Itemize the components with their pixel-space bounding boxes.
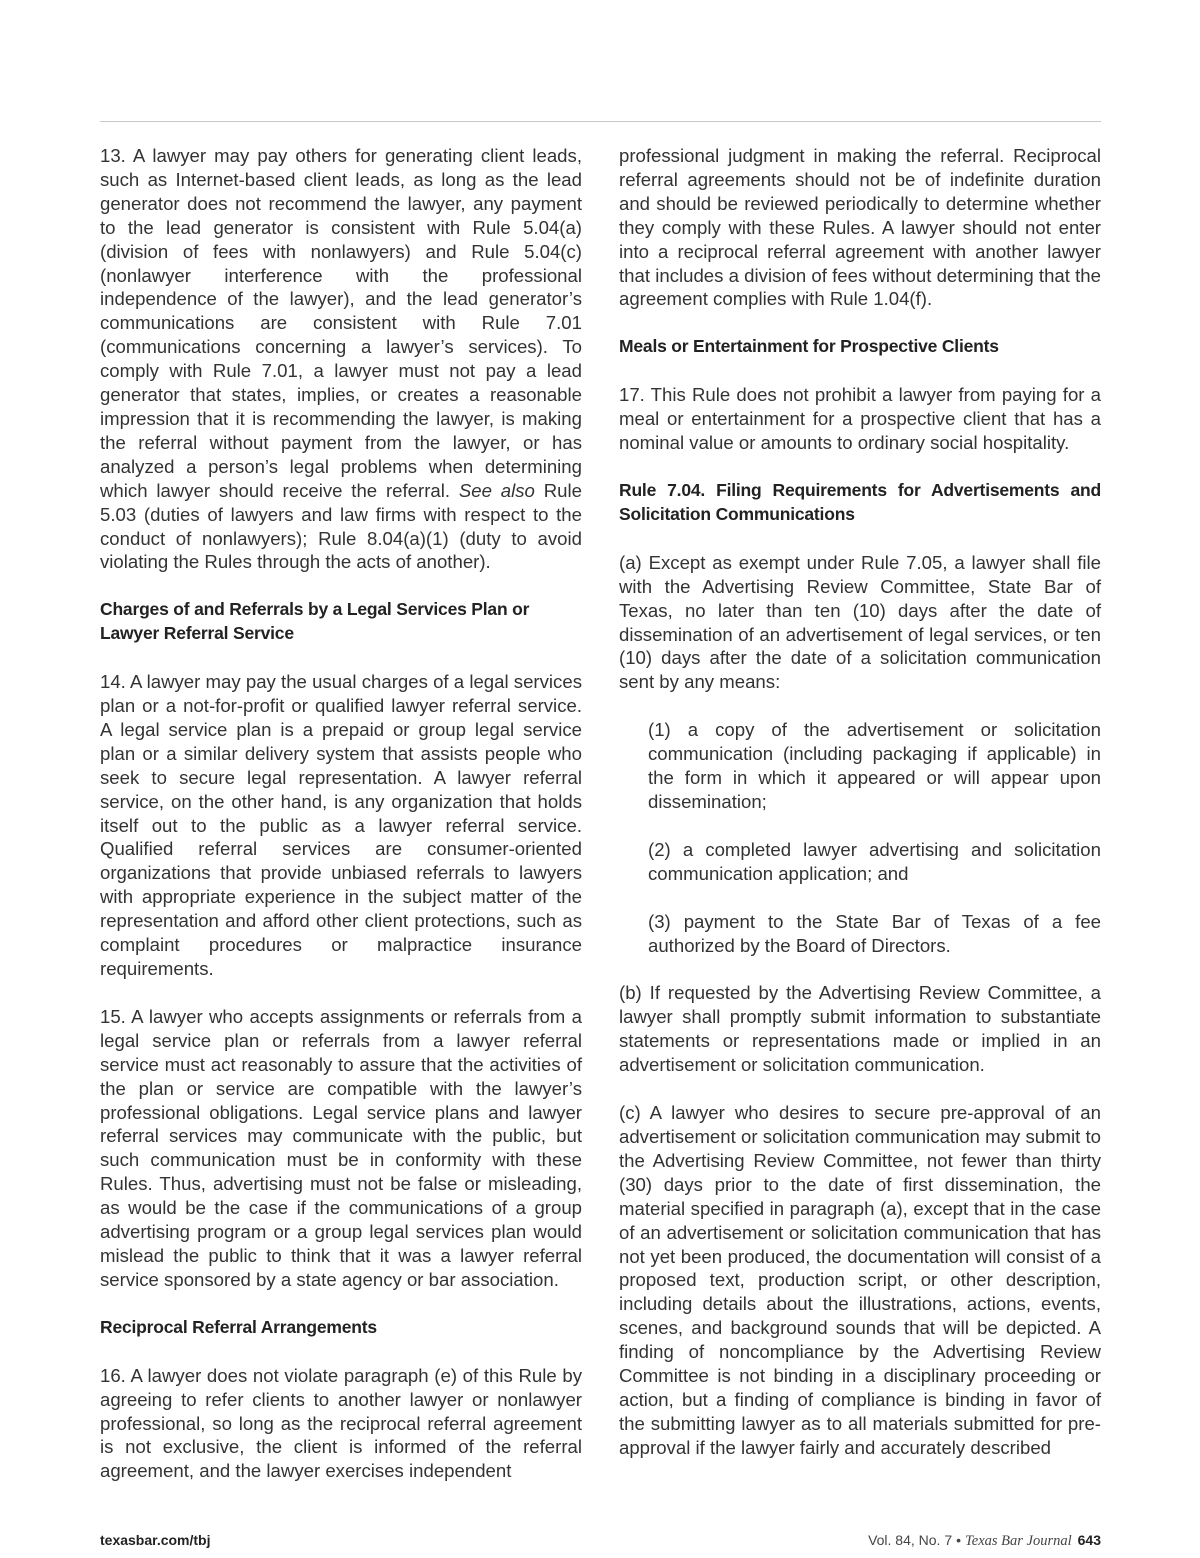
paragraph-16: 16. A lawyer does not violate paragraph (e) of this Rule by agreeing to refer clients to another lawyer or nonlawyer professional, so long as the reciprocal referral agreement is not exclusive, the client is informed of the referral agreement, and the lawyer exercises independent [100,1364,582,1482]
header-divider [100,121,1101,122]
heading-meals-entertainment: Meals or Entertainment for Prospective Clients [619,336,999,357]
heading-charges-referrals: Charges of and Referrals by a Legal Services Plan or Lawyer Referral Service [100,599,530,644]
heading-rule-7-04: Rule 7.04. Filing Requirements for Advertisements and Solicitation Communications [619,479,1101,524]
paragraph-a-3: (3) payment to the State Bar of Texas of a fee authorized by the Board of Directors. [648,910,1101,956]
footer-bullet: • [956,1532,962,1548]
heading-reciprocal-referral: Reciprocal Referral Arrangements [100,1316,377,1337]
footer-url[interactable]: texasbar.com/tbj [100,1532,211,1548]
page-footer [100,1532,1101,1554]
footer-journal-name: Texas Bar Journal [965,1533,1072,1549]
paragraph-a-1: (1) a copy of the advertisement or solicitation communication (including packaging if applicable) in the form in which it appeared or will appear upon dissemination; [648,719,1101,812]
paragraph-16-continued: professional judgment in making the referral. Reciprocal referral agreements should not be of indefinite duration and should be reviewed periodically to determine whether they comply with these Rules. A lawyer should not enter into a reciprocal referral agreement with another lawyer that includes a division of fees without determining that the agreement complies with Rule 1.04(f). [619,145,1101,310]
page-number: 643 [1077,1532,1101,1548]
footer-citation [868,1532,1101,1550]
paragraph-14: 14. A lawyer may pay the usual charges of a legal services plan or a not-for-profit or qualified lawyer referral service. A legal service plan is a prepaid or group legal service plan or a similar delivery system that assists people who seek to secure legal representation. A lawyer referral service, on the other hand, is any organization that holds itself out to the public as a lawyer referral service. Qualified referral services are consumer-oriented organizations that provide unbiased referrals to lawyers with appropriate experience in the subject matter of the representation and afford other client protections, such as complaint procedures or malpractice insurance requirements. [100,671,582,979]
left-column [100,144,582,1483]
paragraph-13-tail: Rule 5.03 (duties of lawyers and law firms with respect to the conduct of nonlawyers); Rule 8.04(a)(1) (duty to avoid violating the Rules through the acts of another). [100,479,582,573]
footer-volume: Vol. 84, No. 7 [868,1532,953,1548]
see-also-italic: See also [458,479,535,501]
paragraph-17: 17. This Rule does not prohibit a lawyer from paying for a meal or entertainment for a prospective client that has a nominal value or amounts to ordinary social hospitality. [619,384,1101,454]
paragraph-a-2: (2) a completed lawyer advertising and solicitation communication application; and [648,838,1101,884]
paragraph-15: 15. A lawyer who accepts assignments or referrals from a legal service plan or referrals from a lawyer referral service must act reasonably to assure that the activities of the plan or service are compatible with the lawyer’s professional obligations. Legal service plans and lawyer referral services may communicate with the public, but such communication must be in conformity with these Rules. Thus, advertising must not be false or misleading, as would be the case if the communications of a group advertising program or a group legal services plan would mislead the public to think that it was a lawyer referral service sponsored by a state agency or bar association. [100,1005,582,1290]
right-column [619,144,1101,1460]
paragraph-13 [100,144,582,574]
paragraph-c: (c) A lawyer who desires to secure pre-approval of an advertisement or solicitation communication may submit to the Advertising Review Committee, not fewer than thirty (30) days prior to the date of first dissemination, the material specified in paragraph (a), except that in the case of an advertisement or solicitation communication that has not yet been produced, the documentation will consist of a proposed text, production script, or other description, including details about the illustrations, actions, events, scenes, and background sounds that will be depicted. A finding of noncompliance by the Advertising Review Committee is not binding in a disciplinary proceeding or action, but a finding of compliance is binding in favor of the submitting lawyer as to all materials submitted for pre-approval if the lawyer fairly and accurately described [619,1102,1101,1458]
paragraph-a: (a) Except as exempt under Rule 7.05, a lawyer shall file with the Advertising Review Committee, State Bar of Texas, no later than ten (10) days after the date of dissemination of an advertisement of legal services, or ten (10) days after the date of a solicitation communication sent by any means: [619,551,1101,693]
paragraph-13-text: 13. A lawyer may pay others for generating client leads, such as Internet-based client leads, as long as the lead generator does not recommend the lawyer, any payment to the lead generator is consistent with Rule 5.04(a) (division of fees with nonlawyers) and Rule 5.04(c) (nonlawyer interference with the professional independence of the lawyer), and the lead generator’s communications are consistent with Rule 7.01 (communications concerning a lawyer’s services). To comply with Rule 7.01, a lawyer must not pay a lead generator that states, implies, or creates a reasonable impression that it is recommending the lawyer, is making the referral without payment from the lawyer, or has analyzed a person’s legal problems when determining which lawyer should receive the referral. [100,145,582,501]
paragraph-b: (b) If requested by the Advertising Review Committee, a lawyer shall promptly submit information to substantiate statements or representations made or implied in an advertisement or solicitation communication. [619,982,1101,1076]
